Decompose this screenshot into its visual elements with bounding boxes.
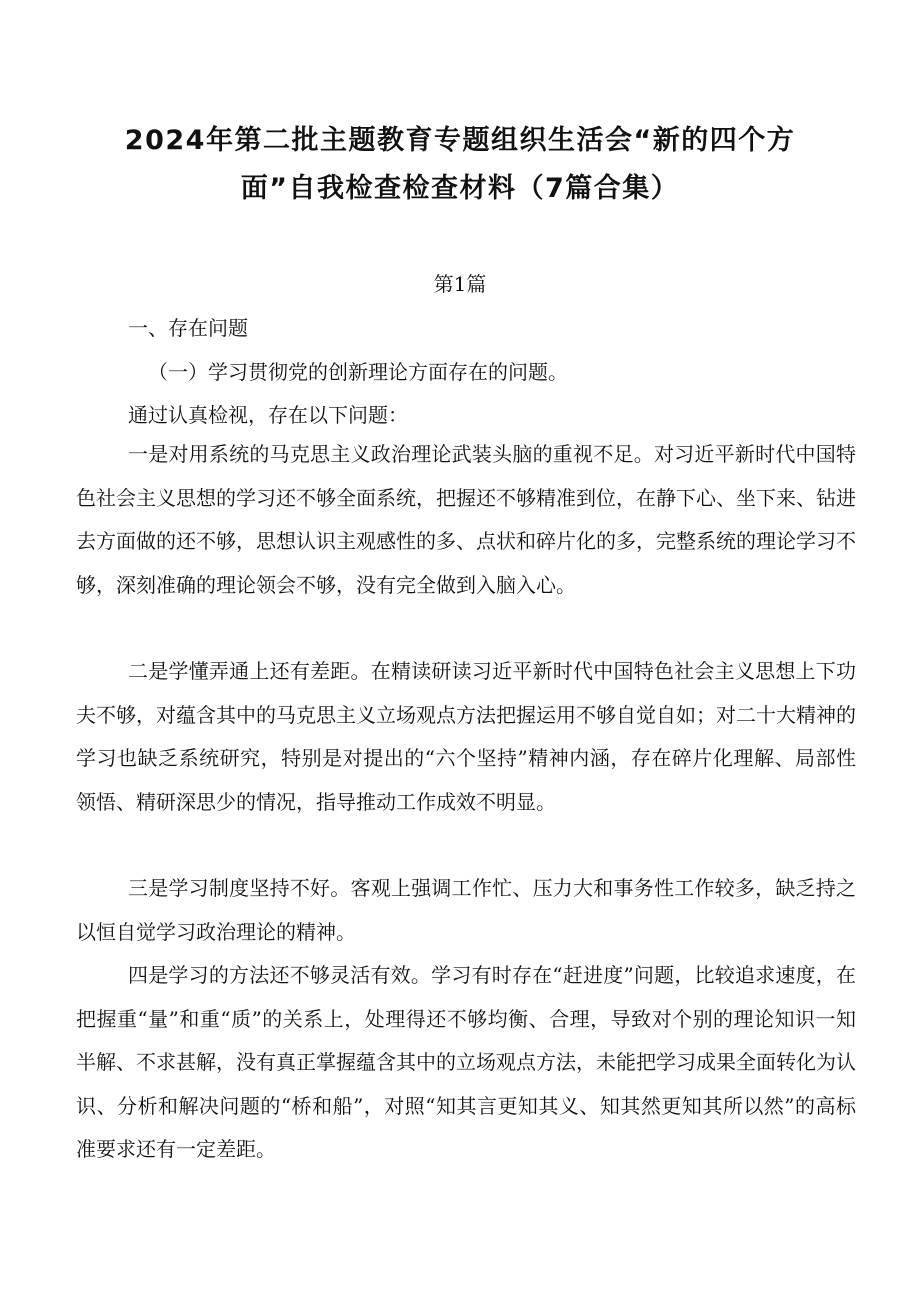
document-title-line-2: 面”自我检查检查材料（7篇合集） <box>240 173 680 204</box>
document-title-line-1: 2024年第二批主题教育专题组织生活会“新的四个方 <box>124 125 796 156</box>
intro-text: 通过认真检视，存在以下问题： <box>128 403 408 427</box>
section-heading: 一、存在问题 <box>128 316 248 340</box>
part-label: 第1篇 <box>433 272 487 296</box>
subsection-heading: （一）学习贯彻党的创新理论方面存在的问题。 <box>148 360 568 384</box>
paragraph-2: 二是学懂弄通上还有差距。在精读研读习近平新时代中国特色社会主义思想上下功夫不够，对蕴含其中的马克思主义立场观点方法把握运用不够自觉自如；对二十大精神的学习也缺乏系统研究，特别是对提出的“六个坚持”精神内涵，存在碎片化理解、局部性领悟、精研深思少的情况，指导推动工作成效不明显。 <box>76 659 856 814</box>
paragraph-1: 一是对用系统的马克思主义政治理论武装头脑的重视不足。对习近平新时代中国特色社会主义思想的学习还不够全面系统，把握还不够精准到位，在静下心、坐下来、钻进去方面做的还不够，思想认识主观感性的多、点状和碎片化的多，完整系统的理论学习不够，深刻准确的理论领会不够，没有完全做到入脑入心。 <box>76 442 856 597</box>
paragraph-3: 三是学习制度坚持不好。客观上强调工作忙、压力大和事务性工作较多，缺乏持之以恒自觉学习政治理论的精神。 <box>76 876 856 944</box>
paragraph-4: 四是学习的方法还不够灵活有效。学习有时存在“赶进度”问题，比较追求速度，在把握重“量”和重“质”的关系上，处理得还不够均衡、合理，导致对个别的理论知识一知半解、不求甚解，没有真正掌握蕴含其中的立场观点方法，未能把学习成果全面转化为认识、分析和解决问题的“桥和船”，对照“知其言更知其义、知其然更知其所以然”的高标准要求还有一定差距。 <box>76 963 856 1161</box>
